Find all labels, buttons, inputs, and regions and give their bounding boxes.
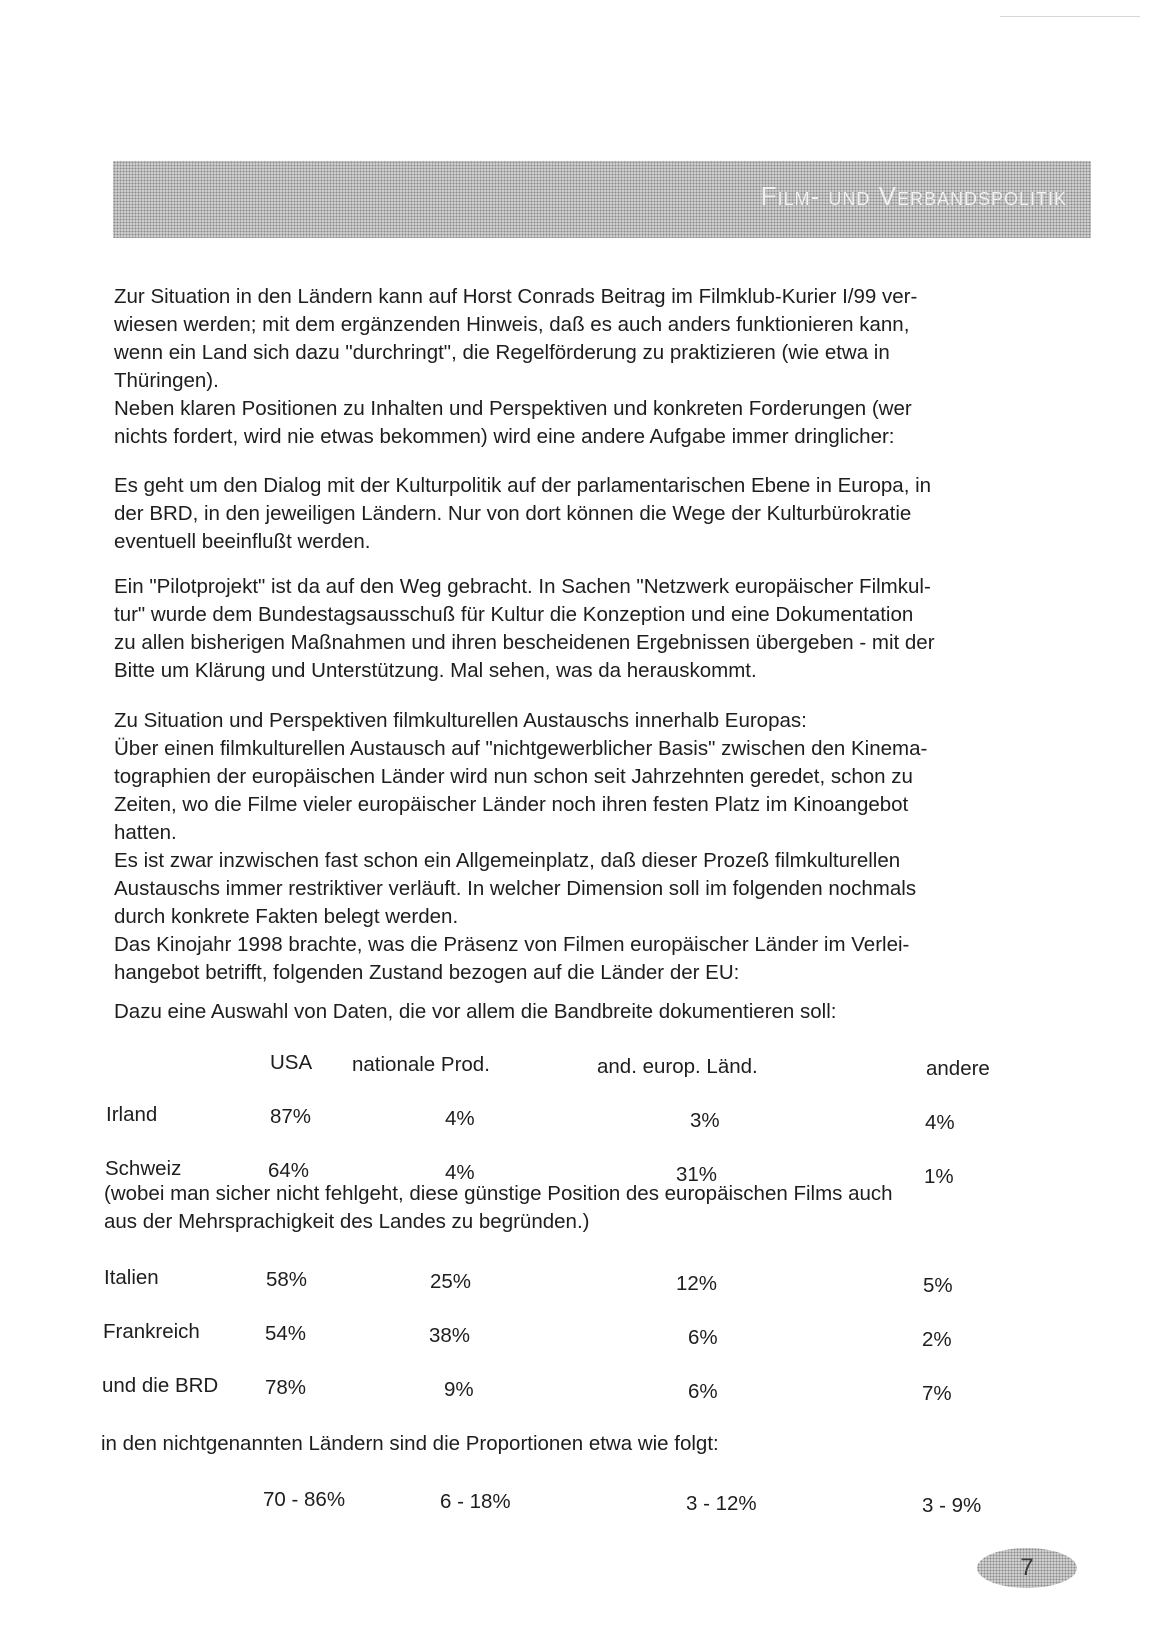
text-line: hatten. [114, 821, 177, 844]
text-line: Austauschs immer restriktiver verläuft. In welcher Dimension soll im folgenden nochmals [114, 877, 917, 900]
value-other: 4% [925, 1111, 955, 1134]
country-name: und die BRD [102, 1374, 219, 1397]
text-line: Zur Situation in den Ländern kann auf Horst Conrads Beitrag im Filmklub-Kurier I/99 ver- [114, 285, 918, 308]
table-note [104, 1180, 1014, 1236]
value-other: 7% [922, 1382, 952, 1405]
page-number: 7 [1020, 1554, 1034, 1581]
value-usa: 64% [268, 1159, 310, 1182]
col-header-usa: USA [270, 1051, 313, 1074]
value-national: 9% [444, 1378, 474, 1401]
paragraph-data-intro [114, 998, 1024, 1026]
text-line: Zeiten, wo die Filme vieler europäischer Länder noch ihren festen Platz im Kinoangebot [114, 793, 909, 816]
paragraph-pilot-project [114, 573, 1024, 685]
text-line: Ein "Pilotprojekt" ist da auf den Weg gebracht. In Sachen "Netzwerk europäischer Filmkul- [114, 575, 931, 598]
section-header-band [113, 161, 1091, 238]
value-usa: 58% [266, 1268, 308, 1291]
value-european: 12% [676, 1272, 718, 1295]
text-line: Bitte um Klärung und Unterstützung. Mal sehen, was da herauskommt. [114, 659, 757, 682]
country-name: Italien [104, 1266, 159, 1289]
text-line: tur" wurde dem Bundestagsausschuß für Kultur die Konzeption und eine Dokumentation [114, 603, 914, 626]
text-line: wenn ein Land sich dazu "durchringt", die Regelförderung zu praktizieren (wie etwa in [114, 341, 890, 364]
text-line: Es geht um den Dialog mit der Kulturpolitik auf der parlamentarischen Ebene in Europa, in [114, 474, 932, 497]
page-number-badge [977, 1548, 1077, 1588]
country-name: Frankreich [103, 1320, 200, 1343]
text-line: eventuell beeinflußt werden. [114, 530, 371, 553]
value-european-range: 3 - 12% [686, 1492, 757, 1515]
text-line: Neben klaren Positionen zu Inhalten und Perspektiven und konkreten Forderungen (wer [114, 397, 912, 420]
text-line: zu allen bisherigen Maßnahmen und ihren bescheidenen Ergebnissen übergeben - mit der [114, 631, 935, 654]
text-line: aus der Mehrsprachigkeit des Landes zu begründen.) [104, 1210, 590, 1233]
top-edge-rule [1000, 16, 1140, 17]
text-line: der BRD, in den jeweiligen Ländern. Nur von dort können die Wege der Kulturbürokratie [114, 502, 912, 525]
value-other-range: 3 - 9% [922, 1494, 982, 1517]
country-name: Irland [106, 1103, 158, 1126]
text-line: wiesen werden; mit dem ergänzenden Hinweis, daß es auch anders funktionieren kann, [114, 313, 910, 336]
text-line: Dazu eine Auswahl von Daten, die vor allem die Bandbreite dokumentieren soll: [114, 1000, 837, 1023]
text-line: durch konkrete Fakten belegt werden. [114, 905, 459, 928]
col-header-national: nationale Prod. [352, 1053, 490, 1076]
text-line: nichts fordert, wird nie etwas bekommen) wird eine andere Aufgabe immer dringlicher: [114, 425, 895, 448]
col-header-other: andere [926, 1057, 990, 1080]
value-european: 6% [688, 1380, 718, 1403]
value-usa: 54% [265, 1322, 307, 1345]
value-national: 25% [430, 1270, 472, 1293]
paragraph-exchange [114, 707, 1024, 987]
value-european: 3% [690, 1109, 720, 1132]
value-national: 4% [445, 1161, 475, 1184]
value-national: 4% [445, 1107, 475, 1130]
text-line: hangebot betrifft, folgenden Zustand bezogen auf die Länder der EU: [114, 961, 740, 984]
value-usa-range: 70 - 86% [263, 1488, 346, 1511]
value-usa: 87% [270, 1105, 312, 1128]
value-other: 5% [923, 1274, 953, 1297]
col-header-european: and. europ. Länd. [597, 1055, 758, 1078]
text-line: Thüringen). [114, 369, 219, 392]
text-line: Über einen filmkulturellen Austausch auf "nichtgewerblicher Basis" zwischen den Kinema- [114, 737, 928, 760]
value-other: 1% [924, 1165, 954, 1188]
section-title: Film- und Verbandspolitik [760, 181, 1067, 211]
country-name: Schweiz [105, 1157, 182, 1180]
paragraph-intro [114, 283, 1024, 451]
value-national: 38% [429, 1324, 471, 1347]
value-national-range: 6 - 18% [440, 1490, 511, 1513]
value-european: 31% [676, 1163, 718, 1186]
value-other: 2% [922, 1328, 952, 1351]
text-line: (wobei man sicher nicht fehlgeht, diese günstige Position des europäischen Films auch [104, 1182, 893, 1205]
value-european: 6% [688, 1326, 718, 1349]
text-line: Das Kinojahr 1998 brachte, was die Präsenz von Filmen europäischer Länder im Verlei- [114, 933, 910, 956]
paragraph-dialog [114, 472, 1024, 556]
text-line: Zu Situation und Perspektiven filmkulturellen Austauschs innerhalb Europas: [114, 709, 807, 732]
value-usa: 78% [265, 1376, 307, 1399]
remaining-text: in den nichtgenannten Ländern sind die Proportionen etwa wie folgt: [101, 1432, 719, 1455]
text-line: tographien der europäischen Länder wird nun schon seit Jahrzehnten geredet, schon zu [114, 765, 913, 788]
text-line: Es ist zwar inzwischen fast schon ein Allgemeinplatz, daß dieser Prozeß filmkulturellen [114, 849, 901, 872]
